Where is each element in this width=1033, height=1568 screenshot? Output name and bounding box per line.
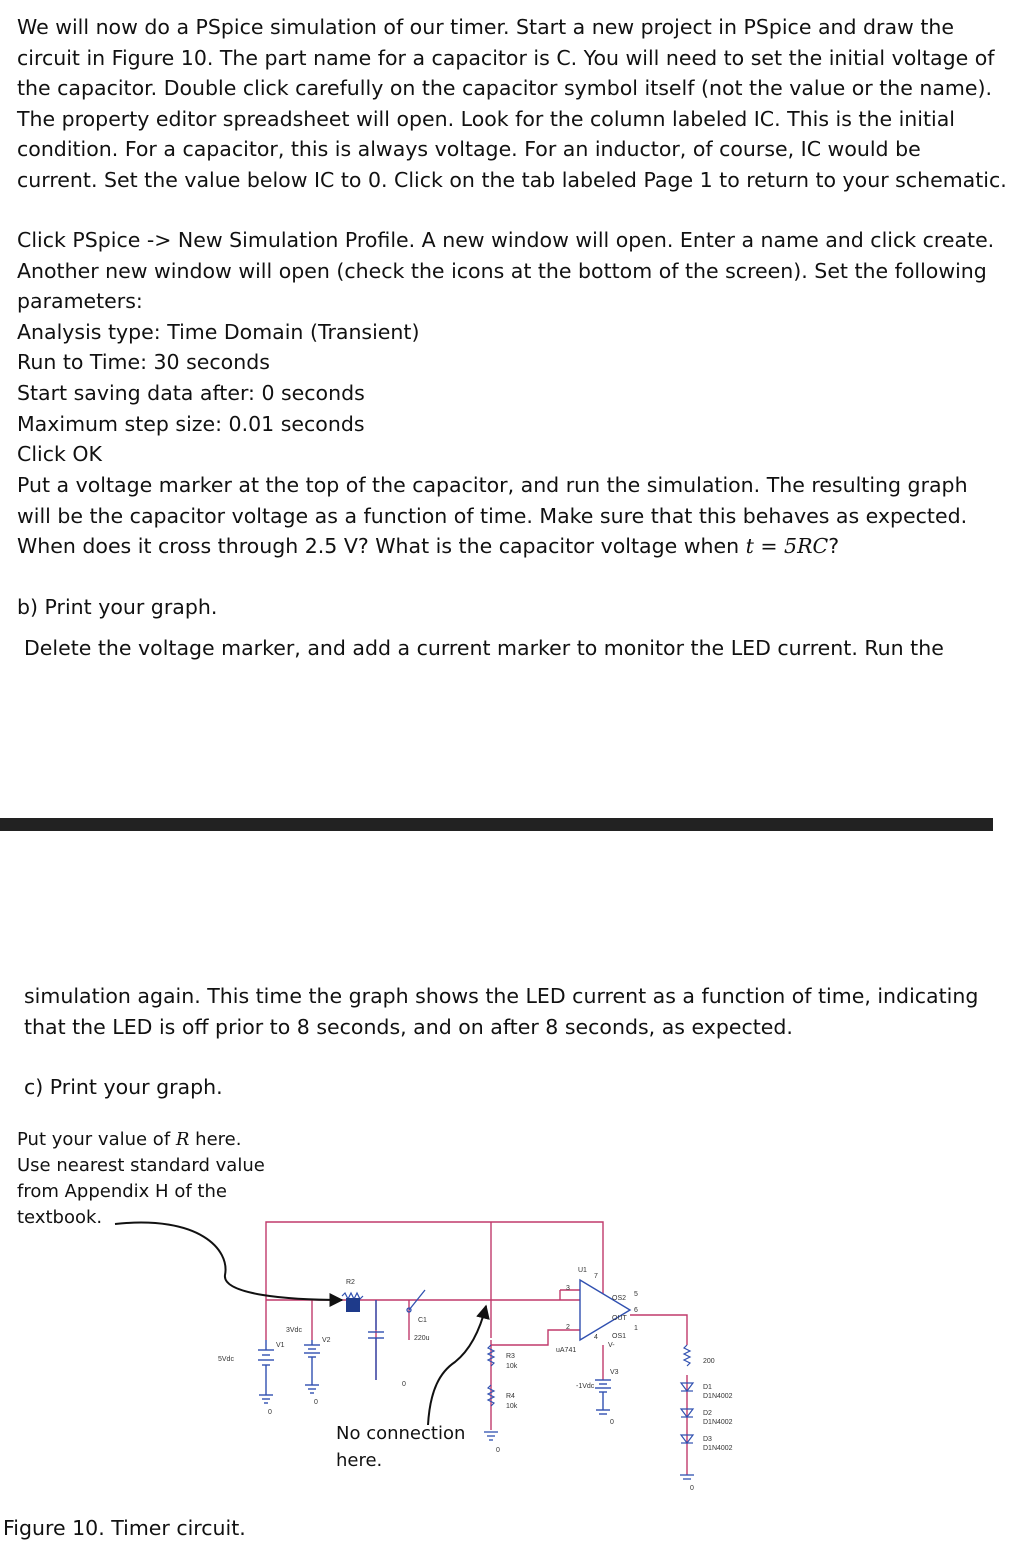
v1-source-icon [258, 1340, 274, 1403]
circuit-wires [266, 1222, 687, 1475]
profile-line: Click OK [17, 442, 102, 467]
voltage-marker-icon [346, 1298, 360, 1312]
profile-line: Maximum step size: 0.01 seconds [17, 411, 365, 436]
r2-label: R2 [346, 1279, 355, 1286]
led-resistor-icon [684, 1345, 690, 1366]
d1-part: D1N4002 [703, 1393, 733, 1400]
profile-line: Click PSpice -> New Simulation Profile. A new window will open. Enter a name and click create. [17, 228, 995, 252]
profile-line: Another new window will open (check the icons at the bottom of the screen). Set the following [17, 258, 987, 283]
r4-value: 10k [506, 1403, 518, 1410]
profile-line: Run to Time: 30 seconds [17, 350, 270, 375]
note-line: from Appendix H of the [17, 1181, 227, 1202]
part-b-label: b) Print your graph. [17, 595, 218, 619]
intro-line: The property editor spreadsheet will open. Look for the column labeled IC. This is the initial [17, 106, 955, 131]
v3-source-icon [595, 1380, 611, 1414]
v3-label: V3 [610, 1369, 619, 1376]
v2-value: 3Vdc [286, 1327, 302, 1334]
no-connection-arrow [428, 1306, 486, 1425]
intro-line: condition. For a capacitor, this is always voltage. For an inductor, of course, IC would be [17, 137, 921, 162]
v3-value: -1Vdc [576, 1383, 595, 1390]
v1-label: V1 [276, 1342, 285, 1349]
v1-value: 5Vdc [218, 1356, 234, 1363]
d3-label: D3 [703, 1436, 712, 1443]
c1-label: C1 [418, 1317, 427, 1324]
pin1-label: 1 [634, 1325, 638, 1332]
d1-label: D1 [703, 1384, 712, 1391]
intro-line: current. Set the value below IC to 0. Click on the tab labeled Page 1 to return to your schematic. [17, 167, 1007, 192]
os2-label: OS2 [612, 1295, 627, 1302]
note-line: Use nearest standard value [17, 1155, 265, 1176]
marker-question-text: When does it cross through 2.5 V? What is the capacitor voltage when [17, 534, 746, 559]
d2-label: D2 [703, 1410, 712, 1417]
pin2-label: 2 [566, 1324, 570, 1331]
d3-part: D1N4002 [703, 1445, 733, 1452]
out-label: OUT [612, 1315, 627, 1322]
r3-label: R3 [506, 1353, 515, 1360]
ground-label: 0 [690, 1485, 694, 1492]
intro-line: the capacitor. Double click carefully on the capacitor symbol itself (not the value or the name). [17, 76, 993, 101]
part-c-label: c) Print your graph. [24, 1075, 223, 1099]
d2-part: D1N4002 [703, 1419, 733, 1426]
marker-line: Put a voltage marker at the top of the capacitor, and run the simulation. The resulting graph [17, 473, 968, 497]
pin5-label: 5 [634, 1291, 638, 1298]
intro-line: circuit in Figure 10. The part name for a capacitor is C. You will need to set the initial voltage of [17, 45, 995, 70]
intro-line: We will now do a PSpice simulation of our timer. Start a new project in PSpice and draw the [17, 15, 954, 39]
ground-label: 0 [496, 1447, 500, 1454]
ground-icon [484, 1432, 498, 1440]
note-math: R [175, 1129, 190, 1150]
switch-icon [407, 1290, 425, 1312]
r4-label: R4 [506, 1393, 515, 1400]
pin6-label: 6 [634, 1307, 638, 1314]
ground-icon [680, 1475, 694, 1479]
profile-line: Start saving data after: 0 seconds [17, 380, 365, 405]
v2-source-icon [304, 1340, 320, 1393]
v2-label: V2 [322, 1337, 331, 1344]
pin7-label: 7 [594, 1273, 598, 1280]
figure-caption: Figure 10. Timer circuit. [3, 1516, 246, 1540]
profile-line: Analysis type: Time Domain (Transient) [17, 319, 420, 344]
pin3-label: 3 [566, 1285, 570, 1292]
u1-label: U1 [578, 1267, 587, 1274]
no-connection-label: No connection [336, 1423, 466, 1444]
c1-value: 220u [414, 1335, 430, 1342]
os1-label: OS1 [612, 1333, 627, 1340]
ground-label: 0 [268, 1409, 272, 1416]
note-line: textbook. [17, 1207, 103, 1228]
opamp-icon [580, 1280, 630, 1340]
led-resistor-value: 200 [703, 1358, 715, 1365]
r3-value: 10k [506, 1363, 518, 1370]
continued-line: that the LED is off prior to 8 seconds, and on after 8 seconds, as expected. [24, 1014, 793, 1039]
ground-label: 0 [314, 1399, 318, 1406]
marker-question-end: ? [828, 534, 840, 559]
note-text: Put your value of [17, 1129, 176, 1150]
note-arrow [115, 1223, 342, 1300]
pin4-label: 4 [594, 1334, 598, 1341]
note-text: here. [189, 1129, 242, 1150]
c1-capacitor-icon [368, 1300, 384, 1380]
continued-line: simulation again. This time the graph shows the LED current as a function of time, indicating [24, 984, 979, 1008]
marker-question-math: t = 5RC [745, 534, 829, 559]
no-connection-label: here. [336, 1450, 383, 1471]
marker-line: will be the capacitor voltage as a function of time. Make sure that this behaves as expected. [17, 503, 968, 528]
ground-label: 0 [610, 1419, 614, 1426]
profile-line: parameters: [17, 289, 143, 314]
u1-part: uA741 [556, 1347, 577, 1354]
ground-label: 0 [402, 1381, 406, 1388]
vminus-label: V- [608, 1342, 615, 1349]
delete-marker-text: Delete the voltage marker, and add a current marker to monitor the LED current. Run the [24, 636, 944, 660]
